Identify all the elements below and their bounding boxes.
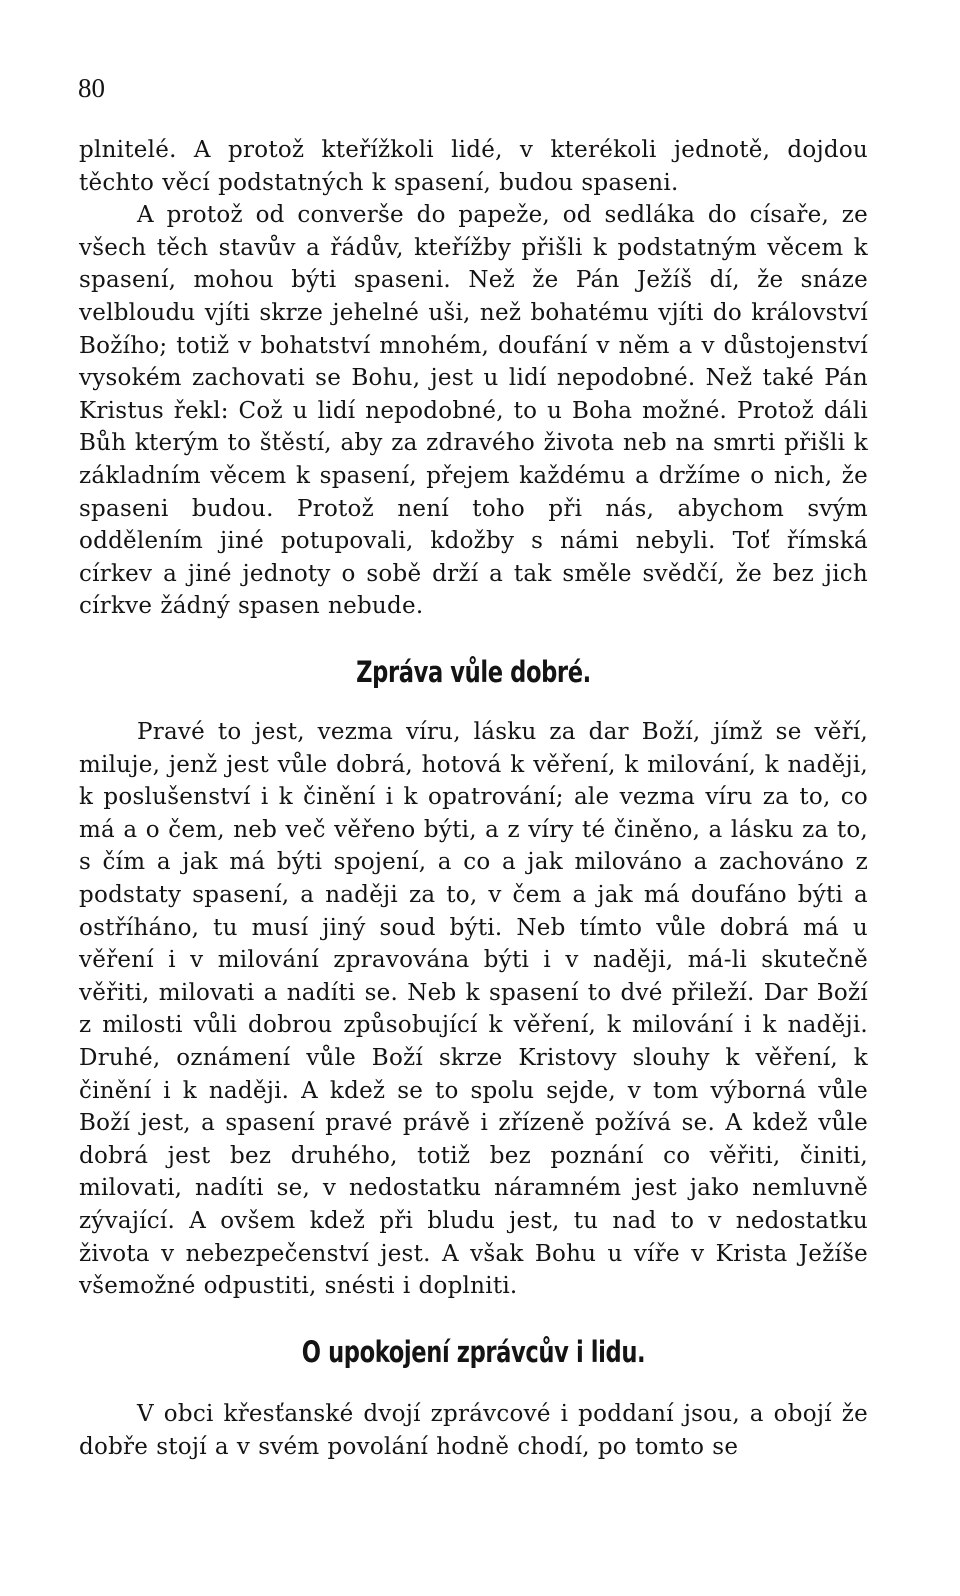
paragraph: plnitelé. A protož kteřížkoli lidé, v kterékoli jednotě, dojdou těchto věcí podstatných k spasení, budou spaseni.	[79, 137, 868, 196]
section-body	[79, 1398, 868, 1463]
section-heading: O upokojení zprávcův i lidu.	[301, 1335, 646, 1369]
paragraph: A protož od converše do papeže, od sedláka do císaře, ze všech těch stavův a řádův, kteřížby přišli k podstatným věcem k spasení, mohou býti spaseni. Než že Pán Ježíš dí, že snáze velbloudu vjíti skrze jehelné uši, než bohatému vjíti do království Božího; totiž v bohatství mnohém, doufání v něm a v důstojenství vysokém zachovati se Bohu, jest u lidí nepodobné. Než také Pán Kristus řekl: Což u lidí nepodobné, to u Boha možné. Protož dáli Bůh kterým to štěstí, aby za zdravého života neb na smrti přišli k základním věcem k spasení, přejem každému a držíme o nich, že spaseni budou. Protož není toho při nás, abychom svým oddělením jiné potupovali, kdožby s námi nebyli. Toť římská církev a jiné jednoty o sobě drží a tak směle svědčí, že bez jich církve žádný spasen nebude.	[79, 202, 868, 620]
section-heading: Zpráva vůle dobré.	[356, 655, 591, 689]
paragraph: Pravé to jest, vezma víru, lásku za dar Boží, jímž se věří, miluje, jenž jest vůle dobrá, hotová k věření, k milování, k naději, k poslušenství i k činění i k opatrování; ale vezma víru za to, co má a o čem, neb več věřeno býti, a z víry té činěno, a lásku za to, s čím a jak má býti spojení, a co a jak milováno a zachováno z podstaty spasení, a naději za to, v čem a jak má doufáno býti a ostříháno, tu musí jiný soud býti. Neb tímto vůle dobrá má u věření i v milování zpravována býti i v naději, má-li skutečně věřiti, milovati a nadíti se. Neb k spasení to dvé přileží. Dar Boží z milosti vůli dobrou způsobující k věření, k milování i k naději. Druhé, oznámení vůle Boží skrze Kristovy slouhy k věření, k činění i k naději. A kdež se to spolu sejde, v tom výborná vůle Boží jest, a spasení pravé právě i zřízeně požívá se. A kdež vůle dobrá jest bez druhého, totiž bez poznání co věřiti, činiti, milovati, nadíti se, v nedostatku náramném jest jako nemluvně zývající. A ovšem kdež při bludu jest, tu nad to v nedostatku života v nebezpečenství jest. A však Bohu u víře v Krista Ježíše všemožné odpustiti, snésti i doplniti.	[79, 719, 868, 1300]
paragraph: V obci křesťanské dvojí zprávcové i poddaní jsou, a obojí že dobře stojí a v svém povolání hodně chodí, po tomto se	[79, 1401, 868, 1460]
section-body	[79, 716, 868, 1303]
section-continuation	[79, 134, 868, 623]
page-number: 80	[78, 73, 105, 103]
